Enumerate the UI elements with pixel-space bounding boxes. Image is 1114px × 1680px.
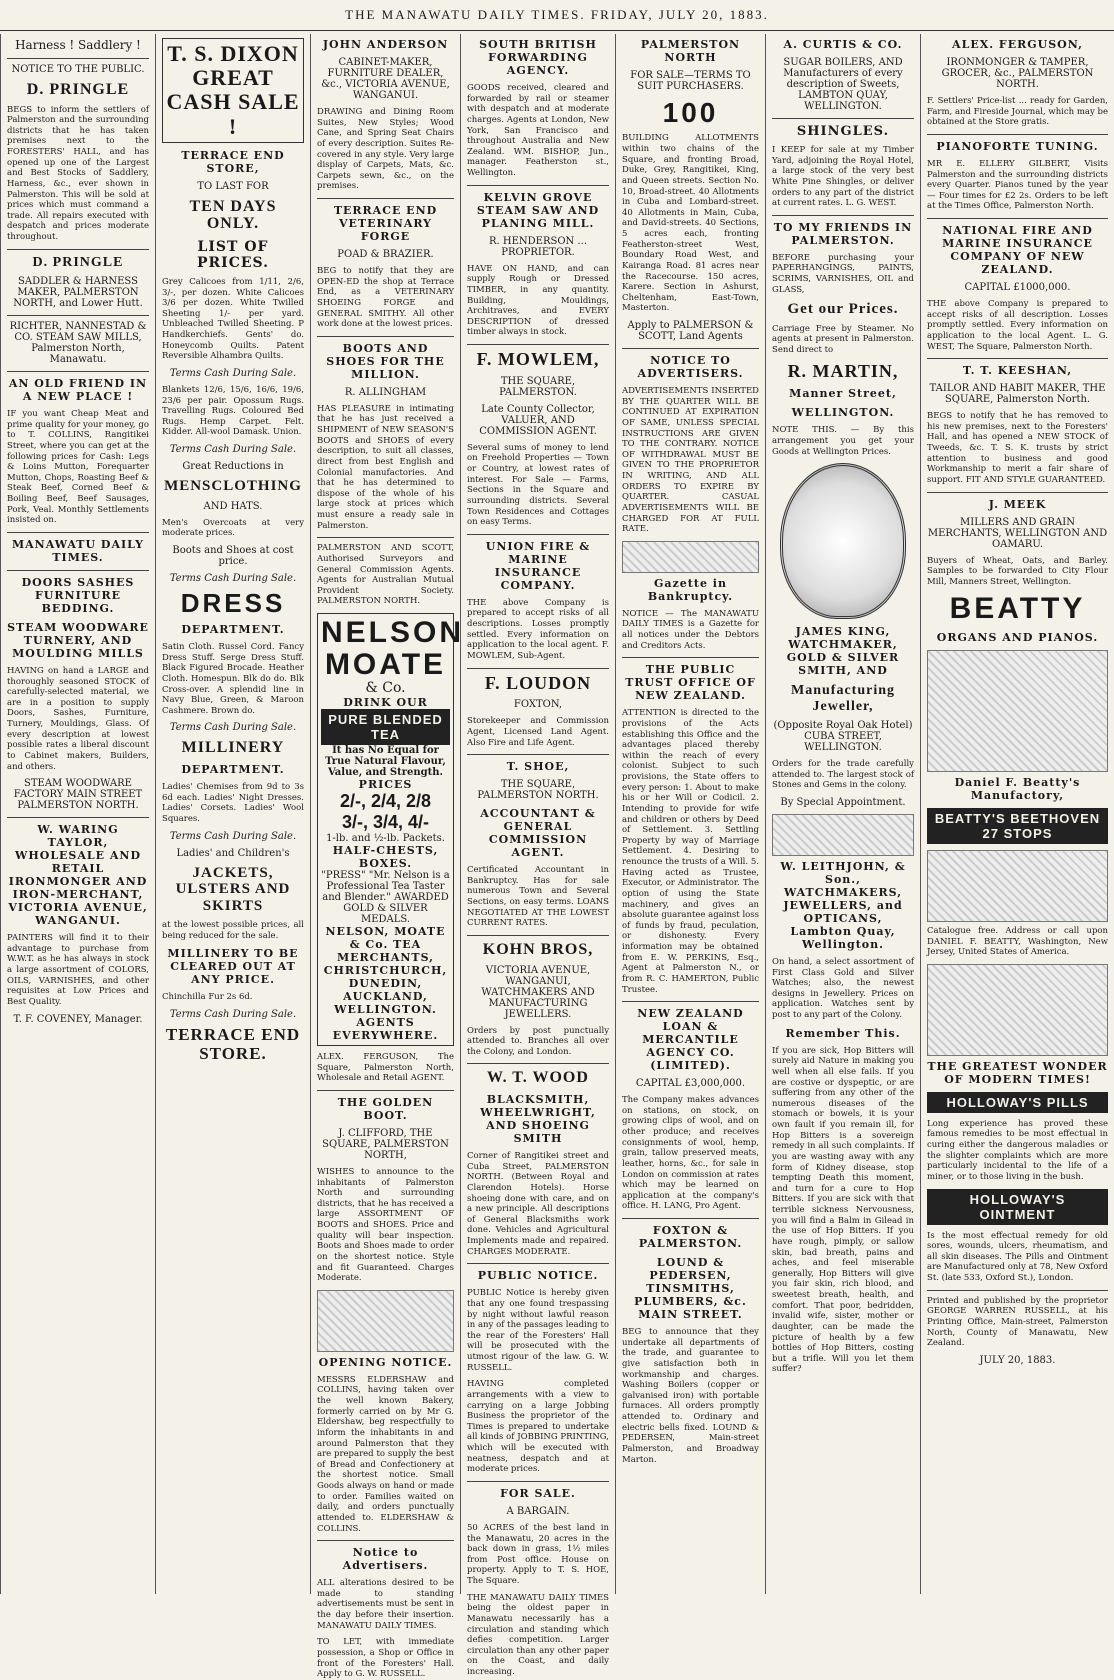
allingham-text: HAS PLEASURE in intimating that he has just received a SHIPMENT of NEW SEASON'S BOOTS and SHOES of every description, to suit all classes, direct from best English and Colonial manufactories. And that he has determined to dispose of the whole of his large stock at prices which must ensure a ready sale in Palmerston. [317,403,454,531]
woodware-heading: STEAM WOODWARE TURNERY, AND MOULDING MILLS [7,620,149,660]
public-notice-heading: PUBLIC NOTICE. [477,1269,599,1283]
note-this-text: NOTE THIS. — By this arrangement you get your Goods at Wellington Prices. [772,425,914,457]
column-1 [0,34,155,1594]
greatest-wonder: THE GREATEST WONDER OF MODERN TIMES! [927,1059,1108,1086]
poad-text: BEG to notify that they are OPEN-ED the shop at Terrace End, as a VETERINARY SHOEING FORGE and GENERAL SMITHY. All other work done at the lowest prices. [317,266,454,330]
poad-brazier: POAD & BRAZIER. [337,249,434,260]
manufacturing-jeweller: Manufacturing Jeweller, [791,683,895,714]
blankets-prices: Blankets 12/6, 15/6, 16/6, 19/6, 23/6 per pair. Opossum Rugs. Travelling Rugs. Coloured Bed Rugs. Hemp Carpet. Felt. Kidder. All-wool Damask. Union. [162,384,304,438]
ten-days-only: TEN DAYS ONLY. [189,197,277,233]
pocket-watch-illustration [780,463,906,619]
hundred-numeral: 100 [662,97,719,128]
coveney-signature: T. F. COVENEY, Manager. [13,1013,143,1025]
terrace-end-heading: TERRACE END STORE, [181,148,285,175]
mowlem-text: Several sums of money to lend on Freehold Properties — Town or Country, at lowest rates of interest. For Sale — Farms, Sections in the Square and surrounding districts. Several Town Residences and Cottages on easy Terms. [467,442,609,528]
gilbert-text: MR E. ELLERY GILBERT, Visits Palmerston and the surrounding districts every Quarter. Pianos tuned by the year — Four times for £2 2s. Orders to be left at the Times Office, Palmerston North. [927,158,1108,212]
beatty-manufactory: Daniel F. Beatty's Manufactory, [954,775,1081,802]
for-sale-terms: FOR SALE—TERMS TO SUIT PURCHASERS. [630,70,751,92]
for-sale-heading: FOR SALE. [500,1486,576,1500]
martin-name: R. MARTIN, [787,360,899,381]
column-4 [460,34,615,1678]
ferguson-name: ALEX. FERGUSON, [952,38,1083,51]
friends-heading: TO MY FRIENDS IN PALMERSTON. [773,220,913,247]
kohn-name: KOHN BROS, [482,940,594,958]
dixon-name: T. S. DIXON [167,41,299,66]
dress-department: DEPARTMENT. [181,623,285,637]
wheat-sheaf-illustration [317,1290,454,1352]
imprint-text: Printed and published by the proprietor GEORGE WARREN RUSSELL, at his Printing Office, Main-street, Palmerston North, County of Manawatu, New Zealand. [927,1295,1108,1349]
to-let-text: TO LET, with immediate possession, a Shop or Office in front of the Foresters' Hall. Apply to G. W. RUSSELL. [317,1637,454,1680]
terms-cash-5: Terms Cash During Sale. [169,830,297,842]
keeshan-trade: TAILOR AND HABIT MAKER, THE SQUARE, Palmerston North. [929,383,1106,406]
paperhangings-text: BEFORE purchasing your PAPERHANGINGS, PAINTS, SCRIMS, VARNISHES, OIL and GLASS, [772,252,914,295]
mens-clothing: MENSCLOTHING [164,478,302,495]
remember-this: Remember This. [785,1026,901,1040]
jobbing-text: HAVING completed arrangements with a view to carrying on a large Jobbing Business the proprietor of the Times is prepared to undertake all kinds of JOBBING PRINTING, which will be executed with neatness, despatch and at moderate prices. [467,1379,609,1475]
south-british-text: GOODS received, cleared and forwarded by rail or steamer with despatch and at moderate charges. Agents at London, New York, San Francisco and throughout Australia and New Zealand. WM. BISHOP, Jun., manager. Featherston st., Wellington. [467,83,609,178]
anderson-trade: CABINET-MAKER, FURNITURE DEALER, &c., VICTORIA AVENUE, WANGANUI. [321,57,450,101]
meek-text: Buyers of Wheat, Oats, and Barley. Samples to be forwarded to City Flour Mill, Manners Street, Wellington. [927,555,1108,587]
anderson-text: DRAWING and Dining Room Suites, New Styles; Wood Cane, and Spring Seat Chairs of every description. Suites Re-covered in any style. Very large display of Carpets, Mats, &c. Carpets sewn, &c., on the premises. [317,107,454,192]
column-5 [615,34,765,1594]
curtis-trade: SUGAR BOILERS, AND Manufacturers of every description of Sweets, LAMBTON QUAY, WELLINGTON. [783,57,903,112]
column-3 [310,34,465,1680]
king-text: Orders for the trade carefully attended to. The largest stock of Stones and Gems in the colony. [772,759,914,791]
shingles-text: I KEEP for sale at my Timber Yard, adjoining the Royal Hotel, a large stock of the very best White Pine Shingles, or deliver orders to any part of the district at current rates. L. G. WEST. [772,145,914,209]
opening-notice: OPENING NOTICE. [318,1355,453,1369]
packets-text: 1-lb. and ½-lb. Packets. [326,833,445,844]
public-trust-text: ATTENTION is directed to the provisions of the Acts establishing this Office and the advantages placed thereby within the reach of every colonist. Subject to such provisions, the State offers to every person: 1. About to make his or her Will or Codicil. 2. Intending to provide for wife and children or others by Deed of Settlement. 3. Settling Property by way of Marriage Settlement. 4. Desiring to renounce the trusts of a Will. 5. Having acted as Trustee, Executor, or Administrator. The option of using the State machinery, and gives an absolute guarantee against loss of funds by fraud, peculation, or dishonesty. Every information may be obtained from E. W. PERKINS, Esq., Agent at Palmerston N., or from R. C. HAMERTON, Public Trustee. [622,708,759,995]
ferguson-agent: ALEX. FERGUSON, The Square, Palmerston North, Wholesale and Retail AGENT. [317,1052,454,1084]
loan-mercantile-text: The Company makes advances on stations, on stock, on growing clips of wool, and on other produce; and receives consignments of wool, hemp, grain, tallow preserved meats, leather, horns, &c., for sale in London on commission at rates which may be learned on application at the company's office. H. LANG, Pro Agent. [622,1095,759,1212]
kohn-trade: VICTORIA AVENUE, WANGANUI, WATCHMAKERS AND MANUFACTURING JEWELLERS. [481,964,595,1020]
woodware-factory: STEAM WOODWARE FACTORY MAIN STREET PALMERSTON NORTH. [13,778,143,812]
veterinary-heading: TERRACE END VETERINARY FORGE [333,204,438,243]
advertisers-text: ALL alterations desired to be made to standing advertisements must be sent in the day before their insertion. MANAWATU DAILY TIMES. [317,1578,454,1631]
holloway-ointment-text: Is the most effectual remedy for old sores, wounds, ulcers, rheumatism, and all skin diseases. The Pills and Ointment are Manufactured only at 78, New Oxford St. (late 533, Oxford St.), London. [927,1230,1108,1283]
half-chests: HALF-CHESTS, BOXES. [332,844,439,870]
accountant-heading: ACCOUNTANT & GENERAL COMMISSION AGENT. [480,807,596,860]
national-capital: CAPITAL £1000,000. [964,282,1071,293]
notice-advertisers-text: ADVERTISEMENTS INSERTED BY THE QUARTER WILL BE CONTINUED AT EXPIRATION OF SAME, UNLESS SPECIAL INSTRUCTIONS ARE GIVEN TO THE CONTRARY. NOTICE OF WITHDRAWAL MUST BE GIVEN TO THE PROPRIETOR IN WRITING, AND ALL ORDERS TO EXPIRE BY QUARTER. CASUAL ADVERTISEMENTS WILL BE CHARGED FOR AT FULL RATE. [622,386,759,535]
gazette-heading: Gazette in Bankruptcy. [647,576,734,603]
millinery-clearance: MILLINERY TO BE CLEARED OUT AT ANY PRICE. [167,947,299,987]
palmerson-scott-apply: Apply to PALMERSON & SCOTT, Land Agents [627,320,754,343]
king-address: (Opposite Royal Oak Hotel) CUBA STREET, WELLINGTON. [773,720,913,754]
south-british-heading: SOUTH BRITISH FORWARDING AGENCY. [479,38,597,77]
palmerston-heading: PALMERSTON NORTH [640,38,741,64]
calicoes-prices: Grey Calicoes from 1/11, 2/6, 3/-, per dozen. White Calicoes 3/6 per dozen. White Twilled Sheeting 1/- per yard. Unbleached Twilled Sheeting. P Handkerchiefs. Gents' do. Honeycomb Quilts. Patent Reversible Alhambra Quilts. [162,276,304,362]
union-fire-heading: UNION FIRE & MARINE INSURANCE COMPANY. [485,539,591,592]
overcoats-text: Men's Overcoats at very moderate prices. [162,517,304,539]
terms-cash-6: Terms Cash During Sale. [169,1008,297,1020]
dress-prices: Satin Cloth. Russel Cord. Fancy Dress Stuff. Serge Dress Stuff. Black Figured Brocade. Heather Cloth. Homespun. Blk do do. Blk Cross-over. A splendid line in Navy Blue, Green, & Maroon Cashmere. Brown do. [162,642,304,716]
allingham-name: R. ALLINGHAM [344,386,427,398]
to-last-for: TO LAST FOR [197,180,269,192]
palmerston-scott-ad: PALMERSTON AND SCOTT, Authorised Surveyors and General Commission Agents. Agents for Australian Mutual Provident Society. PALMERSTON NORTH. [317,543,454,607]
national-fire-heading: NATIONAL FIRE AND MARINE INSURANCE COMPANY OF NEW ZEALAND. [942,224,1093,276]
special-appointment: By Special Appointment. [780,796,906,808]
pringle-trade: SADDLER & HARNESS MAKER, PALMERSTON NORTH, and Lower Hutt. [13,276,143,310]
royal-crest-illustration [772,814,914,856]
notice-public-heading: NOTICE TO THE PUBLIC. [11,64,145,75]
manner-street: Manner Street, [789,387,897,401]
drink-our: DRINK OUR [343,696,428,709]
manawatu-times-heading: MANAWATU DAILY TIMES. [11,537,145,564]
anderson-name: JOHN ANDERSON [322,38,449,51]
chinchilla-text: Chinchilla Fur 2s 6d. [162,992,253,1003]
tea-prices-1: 2/-, 2/4, 2/8 [339,791,432,811]
get-prices: Get our Prices. [787,301,899,318]
ad-harness-heading: Harness ! Saddlery ! [15,38,141,52]
capital-text: CAPITAL £3,000,000. [635,1078,746,1090]
millinery-department: DEPARTMENT. [181,763,285,777]
taylor-text: PAINTERS will find it to their advantage to purchase from W.W.T. as he has always in stock a large assortment of COLORS, OILS, VARNISHES, and other requisites at Low Prices and Best Quality. [7,933,149,1007]
loudon-name: F. LOUDON [484,672,592,693]
jackets-text: at the lowest possible prices, all being reduced for the sale. [162,920,304,941]
advertisers-notice: Notice to Advertisers. [342,1546,429,1573]
meek-trade: MILLERS AND GRAIN MERCHANTS, WELLINGTON AND OAMARU. [927,516,1108,550]
beatty-logo: BEATTY [949,592,1086,626]
terms-cash-4: Terms Cash During Sale. [169,722,297,734]
woodware-text: HAVING on hand a LARGE and thoroughly seasoned STOCK of carefully-selected material, we are in a position to supply Doors, Sashes, Furniture, Turnery, Mouldings, Glass. Of every description at lowest possible rates a liberal discount to Cabinet makers, Builders, and others. [7,665,149,772]
and-hats: AND HATS. [203,500,263,512]
fifty-acres-text: 50 ACRES of the best land in the Manawatu, 20 acres in the back down in grass, 1½ miles from Post office. House on property. Apply to T. S. HOE, The Square. [467,1522,609,1587]
royal-arms-emblem [622,541,759,573]
collins-text: IF you want Cheap Meat and prime quality for your money, go to T. COLLINS, Rangitikei Street, where you can get at the following prices for Cash: Legs & Loins Mutton, Forequarter Mutton, Chops, Roasting Beef & Steak Beef, Corned Beef & Boiling Beef, Beef Sausages, Pork, Veal. Monthly Settlements insisted on. [7,409,149,526]
martin-wellington: WELLINGTON. [791,406,895,420]
meek-name: J. MEEK [988,497,1047,511]
shoe-name: T. SHOE, [506,760,570,774]
gazette-text: NOTICE — The MANAWATU DAILY TIMES is a Gazette for all notices under the Debtors and Creditors Acts. [622,608,759,651]
union-fire-text: THE above Company is prepared to accept risks of all descriptions. Losses promptly settled. Every information on application to the local agent. F. MOWLEM, Sub-Agent. [467,597,609,661]
pringle-name-2: D. PRINGLE [32,254,124,270]
millinery-prices: Ladies' Chemises from 9d to 3s 6d each. Ladies' Night Dresses. Ladies' Corsets. Ladies' Wool Squares. [162,782,304,824]
press-quote: "PRESS" "Mr. Nelson is a Professional Tea Taster and Blender." AWARDED GOLD & SILVER MEDALS. [321,870,450,925]
imprint-date: JULY 20, 1883. [979,1354,1056,1366]
terms-cash-2: Terms Cash During Sale. [169,444,297,456]
allotments-text: BUILDING ALLOTMENTS within two chains of the Square, and fronting Broad, Duke, Grey, Rangitikei, King, and Queen streets. Section No. 10, Broad-street. 40 Allotments in Cuba and Lombard-street. 40 Allotments in Main, Cuba, and David-streets. 40 Sections, 5 acres each, fronting Featherston-street West, Boundary Road West, and Kairanga Road. 81 acres near the Racecourse. 150 acres, Karere. Section in Ashurst, Cheltenham, East-Town, Masterton. [622,133,759,314]
mowlem-name: F. MOWLEM, [476,349,600,369]
pure-blended-tea: PURE BLENDED TEA [321,709,450,745]
loan-mercantile-heading: NEW ZEALAND LOAN & MERCANTILE AGENCY CO. (LIMITED). [637,1007,744,1073]
shoe-address: THE SQUARE, PALMERSTON NORTH. [477,779,599,802]
curtis-name: A. CURTIS & CO. [783,38,903,51]
notice-advertisers-heading: NOTICE TO ADVERTISERS. [637,354,744,381]
lound-pedersen-text: BEG to announce that they undertake all departments of the trade, and guarantee to give satisfaction both in workmanship and charges. Washing Boilers (copper or galvanised iron) with portable furnaces. All orders promptly attended to. Ordinary and electric bells fixed. LOUND & PEDERSEN, Main-street Palmerston, and Broadway Marton. [622,1327,759,1465]
mowlem-title: Late County Collector, VALUER, AND COMMISSION AGENT. [479,403,597,437]
eldershaw-text: MESSRS ELDERSHAW and COLLINS, having taken over the well known Bakery, formerly carried on by Mr G. Eldershaw, beg respectfully to inform the inhabitants in and around Palmerston that they are prepared to supply the best of Bread and Confectionery at the shortest notice. Small Goods always on hand or made to order. Families waited on daily, and orders punctually attended to. ELDERSHAW & COLLINS. [317,1374,454,1534]
moate-heading: MOATE [324,647,447,681]
loudon-text: Storekeeper and Commission Agent, Licensed Land Agent. Also Fire and Life Agent. [467,716,609,748]
public-trust-heading: THE PUBLIC TRUST OFFICE OF NEW ZEALAND. [625,663,756,703]
mowlem-address: THE SQUARE, PALMERSTON. [499,375,577,398]
wood-text: Corner of Rangitikei street and Cuba Street, PALMERSTON NORTH. (Between Royal and Clarendon Hotels). Horse shoeing done with care, and on a new principle. All descriptions of General Blacksmiths work done. Vehicles and Agricultural Implements made and repaired. CHARGES MODERATE. [467,1151,609,1257]
dress-heading: DRESS [180,587,286,618]
tea-prices-2: 3/-, 3/4, 4/- [341,812,430,832]
millinery-heading: MILLINERY [181,739,285,757]
list-of-prices: LIST OF PRICES. [196,238,269,271]
factory-illustration [927,650,1108,772]
national-fire-text: THE above Company is prepared to accept risks of all description. Losses promptly settled. Every information on application to the local Agent. L. G. WEST, The Square, Palmerston North. [927,299,1108,352]
wood-name: W. T. WOOD [487,1069,589,1087]
boots-shoes-cost: Boots and Shoes at cost price. [172,544,294,567]
public-notice-text: PUBLIC Notice is hereby given that any one found trespassing by night without lawful reason in any of the passages leading to the rear of the Foresters' Hall will be prosecuted with the utmost rigour of the law. G. W. RUSSELL. [467,1288,609,1373]
and-co: & Co. [365,680,406,696]
terms-cash-3: Terms Cash During Sale. [169,572,297,584]
organ-illustration [927,850,1108,922]
wood-trade: BLACKSMITH, WHEELWRIGHT, AND SHOEING SMITH [480,1093,596,1146]
holloway-seal-illustration [927,964,1108,1056]
carriage-text: Carriage Free by Steamer. No agents at present in Palmerston. Send direct to [772,323,914,355]
richter-ad: RICHTER, NANNESTAD & CO. STEAM SAW MILLS, Palmerston North, Manawatu. [9,321,147,366]
leithjohn-text: On hand, a select assortment of First Class Gold and Silver Watches; also, the newest designs in Jewellery. Prices on application. Watches sent by post to any part of the Colony. [772,956,914,1021]
column-2 [155,34,310,1594]
tea-tagline: It has No Equal for True Natural Flavour, Value, and Strength. [325,745,446,778]
clifford-name: J. CLIFFORD, THE SQUARE, PALMERSTON NORTH, [322,1127,449,1161]
column-6 [765,34,920,1594]
accountant-text: Certificated Accountant in Bankruptcy. Has for sale numerous Town and Several Sections, on easy terms. LOANS NEGOTIATED AT THE LOWEST CURRENT RATES. [467,865,609,929]
kohn-text: Orders by post punctually attended to. Branches all over the Colony, and London. [467,1025,609,1057]
king-heading: JAMES KING, WATCHMAKER, GOLD & SILVER SMITH, AND [786,625,900,678]
taylor-heading: W. WARING TAYLOR, WHOLESALE AND RETAIL IRONMONGER AND IRON-MERCHANT, VICTORIA AVENUE, WANGANUI. [8,823,148,928]
hop-bitters-text: If you are sick, Hop Bitters will surely aid Nature in making you well when all else fails. If you are costive or dyspeptic, or are suffering from any other of the numerous diseases of the stomach or bowels, it is your own fault if you remain ill, for Hop Bitters is a sovereign remedy in all such complaints. If you are wasting away with any form of Kidney disease, stop tempting Death this moment, and turn for a cure to Hop Bitters. If you are sick with that terrible sickness Nervousness, you will find a Balm in Gilead in the use of Hop Bitters. If you have rough, pimply, or sallow skin, bad breath, pains and aches, and feel miserable generally, Hop Bitters will give you fair skin, rich blood, and sweetest breath, health, and comfort. That poor, bedridden, invalid wife, sister, mother or daughter, can be made the picture of health by a few bottles of Hop Bitters, costing but a trifle. Will you let them suffer? [772,1045,914,1375]
beatty-address: Catalogue free. Address or call upon DANIEL F. BEATTY, Washington, New Jersey, United States of America. [927,925,1108,958]
loudon-place: FOXTON, [513,699,563,711]
great-reductions: Great Reductions in [182,461,284,473]
page-masthead: THE MANAWATU DAILY TIMES. FRIDAY, JULY 20, 1883. [0,0,1114,31]
ferguson-trade: IRONMONGER & TAMPER, GROCER, &c., PALMERSTON NORTH. [941,57,1094,90]
pianoforte-heading: PIANOFORTE TUNING. [936,139,1099,153]
boots-million-heading: BOOTS AND SHOES FOR THE MILLION. [326,341,445,381]
holloways-pills: HOLLOWAY'S PILLS [927,1092,1108,1113]
times-circulation: THE MANAWATU DAILY TIMES being the oldest paper in Manawatu necessarily has a circulation and standing which defies competition. Larger circulation than any other paper on the Coast, and daily increasing. [467,1592,609,1678]
nelson-moate-agents: NELSON, MOATE & Co. TEA MERCHANTS, CHRISTCHURCH, DUNEDIN, AUCKLAND, WELLINGTON. AGENTS EVERYWHERE. [323,925,448,1042]
clifford-text: WISHES to announce to the inhabitants of Palmerston North and surrounding districts, that he has received a large ASSORTMENT OF BOOTS and SHOES. Price and quality will bear inspection. Boots and Shoes made to order on the shortest notice. Style and fit Guaranteed. Charges Moderate. [317,1166,454,1284]
henderson-proprietor: R. HENDERSON ... PROPRIETOR. [488,235,588,258]
lound-pedersen-heading: LOUND & PEDERSEN, TINSMITHS, PLUMBERS, &c. MAIN STREET. [634,1256,747,1322]
foxton-palmerston: FOXTON & PALMERSTON. [638,1224,743,1251]
nelson-heading: NELSON [321,616,465,649]
ladies-children: Ladies' and Children's [176,847,290,859]
beethoven-stops: BEATTY'S BEETHOVEN 27 STOPS [927,808,1108,844]
kelvin-grove-heading: KELVIN GROVE STEAM SAW AND PLANING MILL. [476,190,600,230]
pringle-text: BEGS to inform the settlers of Palmerston and the surrounding districts that he has taken premises next to the FORESTERS' HALL, and has opened up one of the Largest and Best Stocks of Saddlery, Harness, &c., ever shown in Palmerston. This will be sold at prices which must command a trade. All repairs executed with despatch and prices moderate throughout. [7,104,149,243]
keeshan-text: BEGS to notify that he has removed to his new premises, next to the Foresters' Hall, and has opened a NEW STOCK of Tweeds, &c. T. S. K. trusts by strict attention to business and good Workmanship to merit a fair share of support. FIT AND STYLE GUARANTEED. [927,411,1108,485]
doors-heading: DOORS SASHES FURNITURE BEDDING. [21,575,135,615]
column-7 [920,34,1114,1594]
keeshan-name: T. T. KEESHAN, [962,364,1073,378]
golden-boot-heading: THE GOLDEN BOOT. [337,1095,434,1122]
kelvin-grove-text: HAVE ON HAND, and can supply Rough or Dressed TIMBER, in any quantity. Building, Mouldings, Architraves, and EVERY DESCRIPTION of dressed timber always in stock. [467,263,609,338]
pringle-name: D. PRINGLE [26,81,130,98]
jackets-heading: JACKETS, ULSTERS AND SKIRTS [175,864,291,914]
prices-heading: PRICES [358,778,413,791]
ferguson-text: F. Settlers' Price-list ... ready for Garden, Farm, and Fireside Journal, which may be obtained at the Store gratis. [927,96,1108,128]
terms-cash-1: Terms Cash During Sale. [169,367,297,379]
holloways-ointment: HOLLOWAY'S OINTMENT [927,1189,1108,1225]
great-cash-sale: GREAT CASH SALE ! [166,65,300,139]
organs-pianos: ORGANS AND PIANOS. [936,630,1099,644]
old-friend-heading: AN OLD FRIEND IN A NEW PLACE ! [8,377,148,404]
shingles-heading: SHINGLES. [796,124,890,139]
bargain-heading: A BARGAIN. [506,1505,570,1517]
terrace-end-store: TERRACE END STORE. [165,1024,301,1063]
holloway-pills-text: Long experience has proved these famous remedies to be most effectual in curing either the dangerous maladies or the slighter complaints which are more particularly incidental to the life of a miner, or to those living in the bush. [927,1118,1108,1182]
leithjohn-heading: W. LEITHJOHN, & Son., WATCHMAKERS, JEWELLERS, and OPTICANS, Lambton Quay, Wellington. [780,859,906,951]
